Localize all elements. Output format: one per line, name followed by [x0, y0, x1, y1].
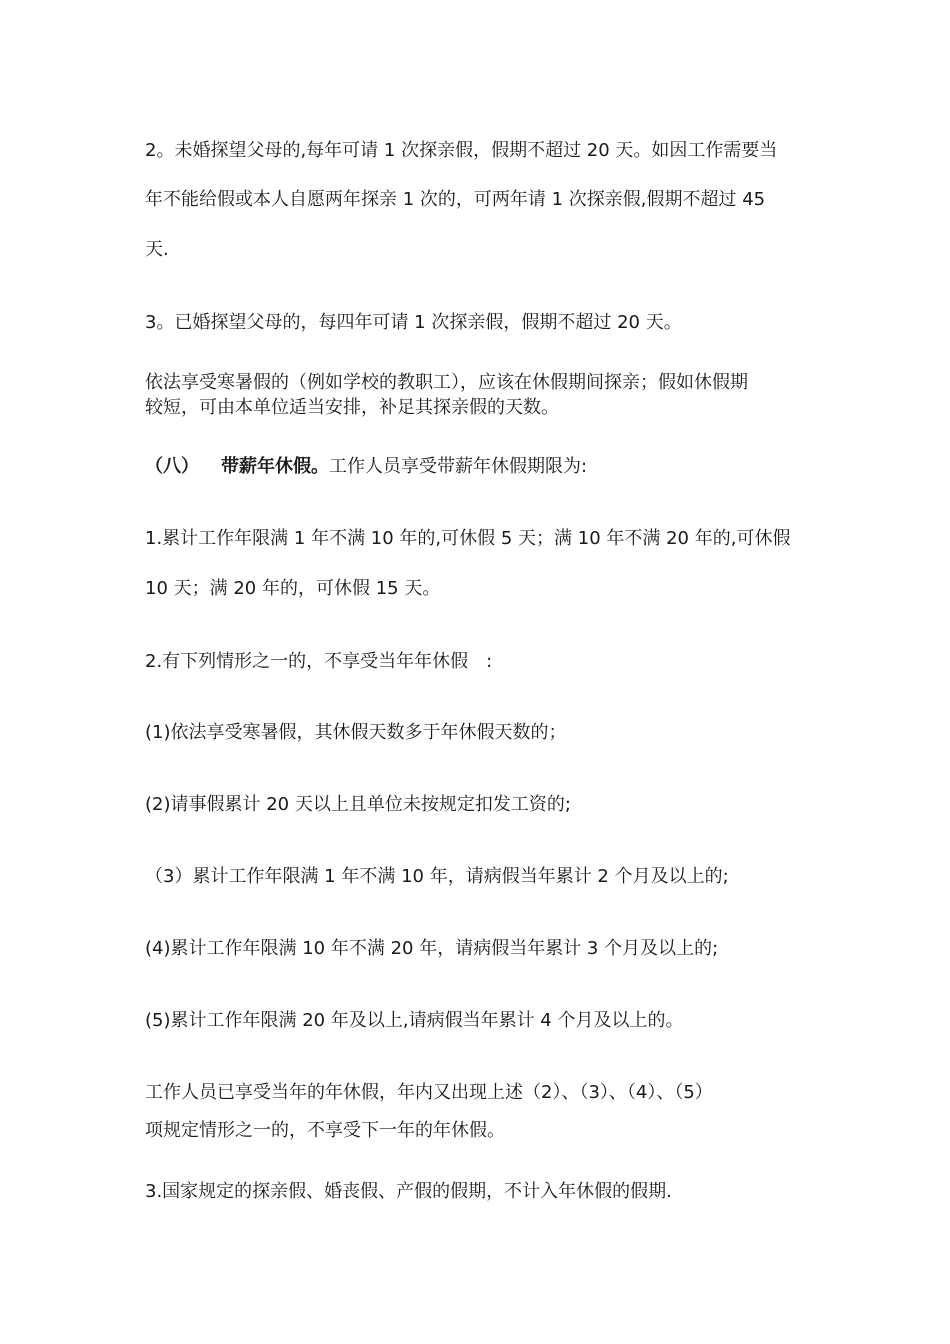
sub-item-3: （3）累计工作年限满 1 年不满 10 年，请病假当年累计 2 个月及以上的; [145, 866, 729, 887]
sub-item-2: (2)请事假累计 20 天以上且单位未按规定扣发工资的; [145, 794, 571, 815]
paragraph-already-taken-line-2: 项规定情形之一的，不享受下一年的年休假。 [145, 1120, 505, 1141]
paragraph-vacation-visit-line-1: 依法享受寒暑假的（例如学校的教职工），应该在休假期间探亲；假如休假期 [145, 372, 748, 393]
item-1-line-2: 10 天；满 20 年的，可休假 15 天。 [145, 578, 441, 599]
item-2-heading: 2.有下列情形之一的，不享受当年年休假 : [145, 651, 493, 672]
paragraph-unmarried-visit-line-3: 天. [145, 239, 169, 260]
paragraph-vacation-visit-line-2: 较短，可由本单位适当安排，补足其探亲假的天数。 [145, 397, 559, 418]
paragraph-unmarried-visit-line-1: 2。未婚探望父母的,每年可请 1 次探亲假，假期不超过 20 天。如因工作需要当 [145, 140, 778, 161]
sub-item-5: (5)累计工作年限满 20 年及以上,请病假当年累计 4 个月及以上的。 [145, 1010, 684, 1031]
paragraph-married-visit: 3。已婚探望父母的，每四年可请 1 次探亲假，假期不超过 20 天。 [145, 312, 682, 333]
sub-item-1: (1)依法享受寒暑假，其休假天数多于年休假天数的； [145, 722, 567, 743]
section-intro-text: 工作人员享受带薪年休假期限为: [329, 456, 588, 477]
section-number: （八） [145, 456, 199, 477]
paragraph-already-taken-line-1: 工作人员已享受当年的年休假，年内又出现上述（2）、（3）、（4）、（5） [145, 1082, 713, 1103]
section-heading-paid-annual-leave [145, 456, 587, 478]
paragraph-unmarried-visit-line-2: 年不能给假或本人自愿两年探亲 1 次的，可两年请 1 次探亲假,假期不超过 45 [145, 189, 766, 210]
item-1-line-1: 1.累计工作年限满 1 年不满 10 年的,可休假 5 天；满 10 年不满 20 年的,可休假 [145, 528, 791, 549]
section-title: 带薪年休假。 [221, 456, 329, 477]
sub-item-4: (4)累计工作年限满 10 年不满 20 年，请病假当年累计 3 个月及以上的; [145, 938, 719, 959]
item-3: 3.国家规定的探亲假、婚丧假、产假的假期，不计入年休假的假期. [145, 1181, 672, 1202]
